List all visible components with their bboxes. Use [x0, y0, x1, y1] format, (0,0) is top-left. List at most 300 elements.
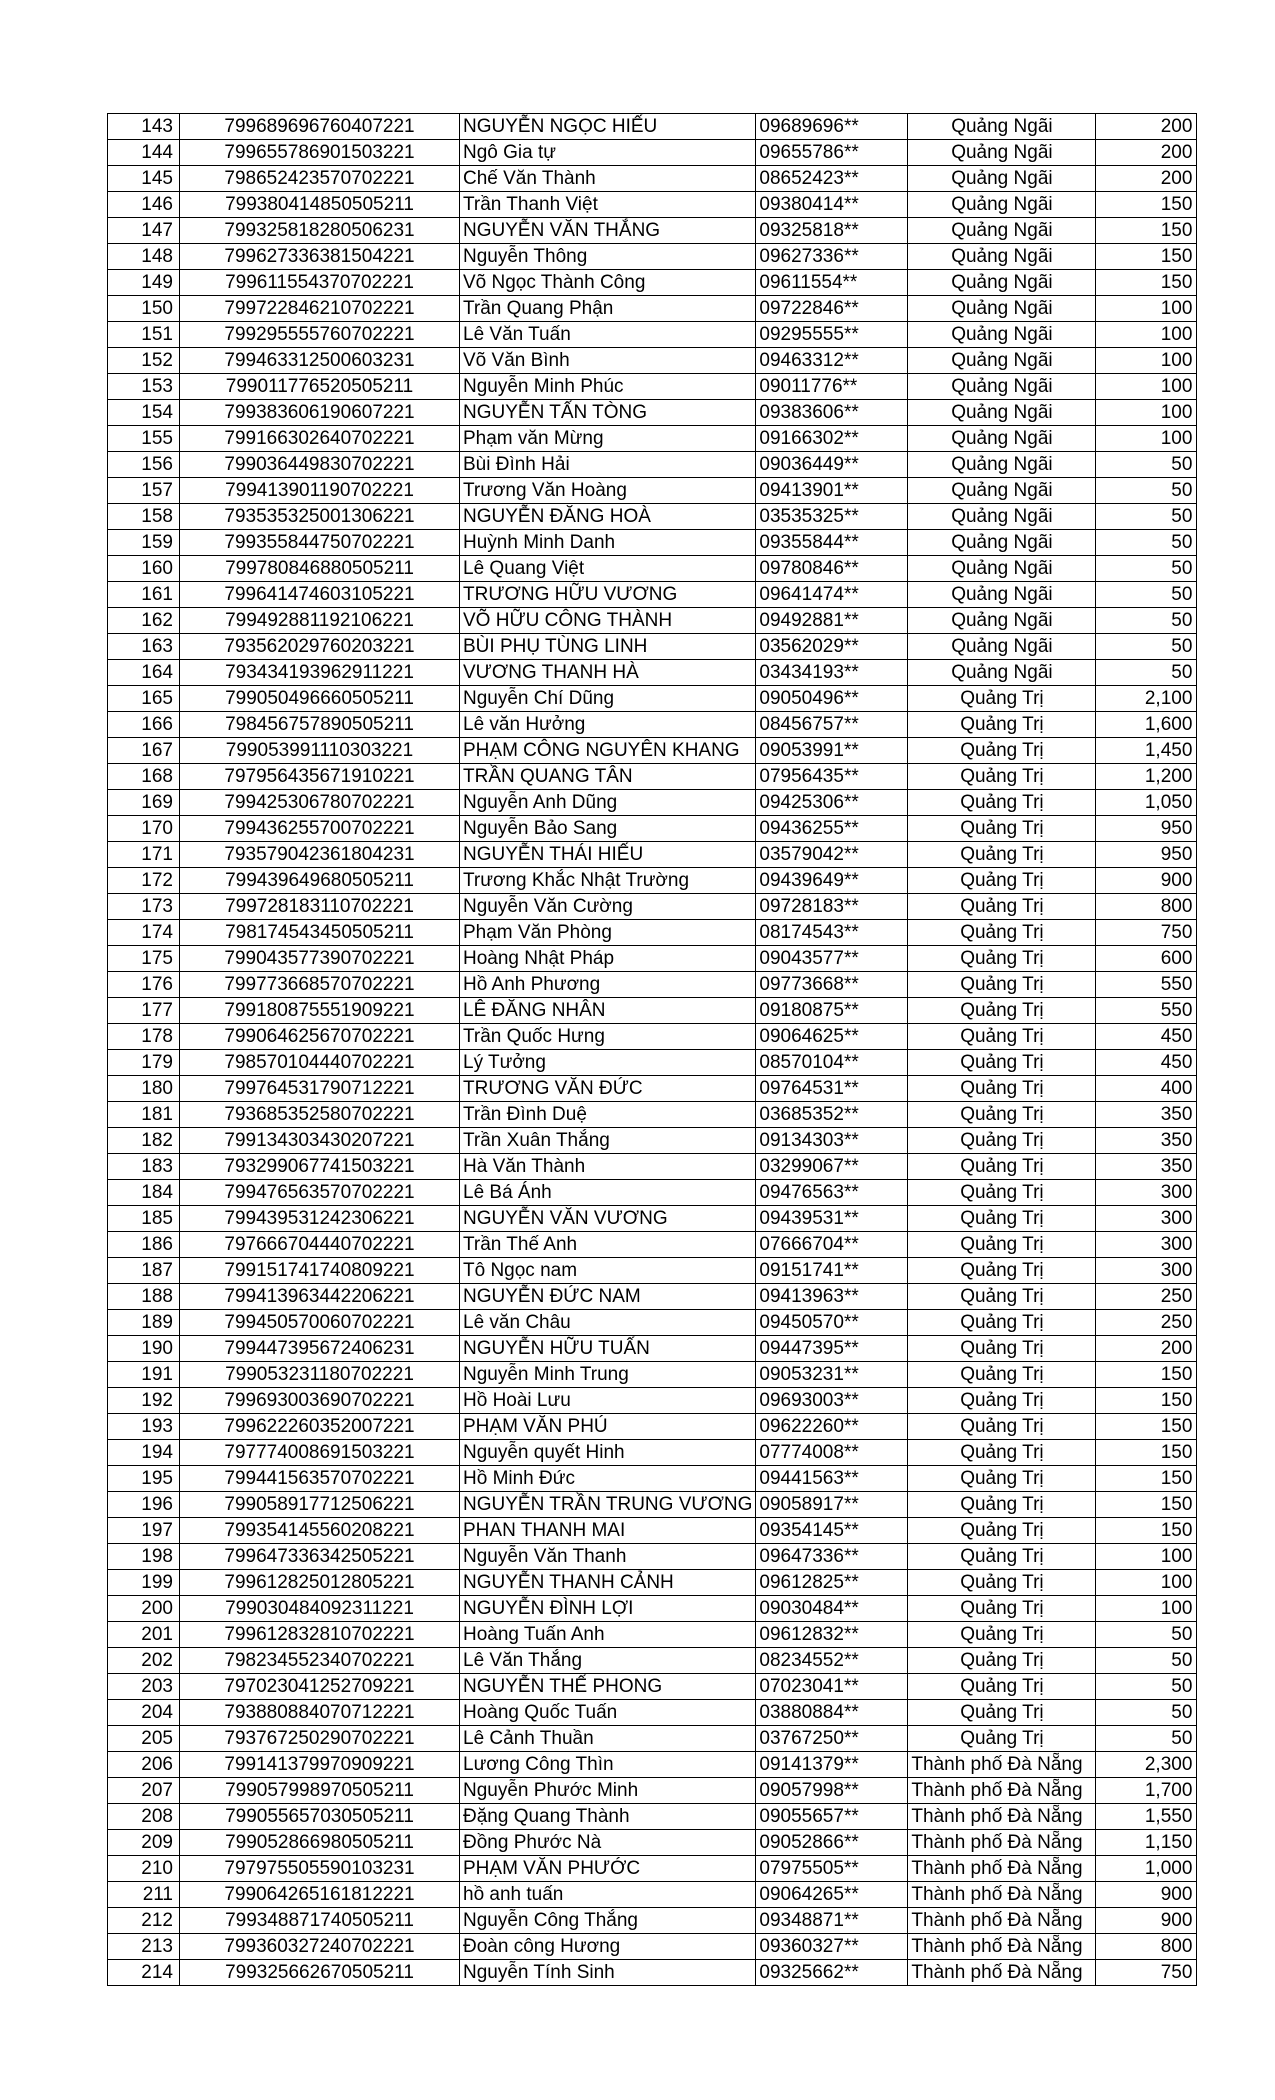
table-row	[108, 1440, 1197, 1466]
full-name-cell: NGUYỄN TẤN TÒNG	[460, 400, 756, 426]
table-row	[108, 1830, 1197, 1856]
phone-number-cell: 09055657**	[756, 1804, 908, 1830]
row-number-cell: 168	[108, 764, 180, 790]
phone-number-cell: 09052866**	[756, 1830, 908, 1856]
table-row	[108, 1856, 1197, 1882]
account-code-cell: 799036449830702221	[180, 452, 460, 478]
table-row	[108, 660, 1197, 686]
province-cell: Thành phố Đà Nẵng	[908, 1960, 1096, 1986]
row-number-cell: 143	[108, 114, 180, 140]
amount-cell: 600	[1096, 946, 1197, 972]
account-code-cell: 799064265161812221	[180, 1882, 460, 1908]
table-row	[108, 1648, 1197, 1674]
table-row	[108, 1778, 1197, 1804]
province-cell: Quảng Trị	[908, 1336, 1096, 1362]
amount-cell: 150	[1096, 1466, 1197, 1492]
row-number-cell: 179	[108, 1050, 180, 1076]
table-row	[108, 1674, 1197, 1700]
phone-number-cell: 09348871**	[756, 1908, 908, 1934]
table-row	[108, 998, 1197, 1024]
province-cell: Thành phố Đà Nẵng	[908, 1882, 1096, 1908]
phone-number-cell: 09053231**	[756, 1362, 908, 1388]
full-name-cell: NGUYỄN HỮU TUẤN	[460, 1336, 756, 1362]
phone-number-cell: 09360327**	[756, 1934, 908, 1960]
province-cell: Quảng Trị	[908, 1414, 1096, 1440]
row-number-cell: 154	[108, 400, 180, 426]
province-cell: Quảng Trị	[908, 1674, 1096, 1700]
province-cell: Quảng Ngãi	[908, 504, 1096, 530]
row-number-cell: 187	[108, 1258, 180, 1284]
province-cell: Quảng Trị	[908, 686, 1096, 712]
amount-cell: 100	[1096, 1596, 1197, 1622]
account-code-cell: 799011776520505211	[180, 374, 460, 400]
amount-cell: 350	[1096, 1154, 1197, 1180]
province-cell: Thành phố Đà Nẵng	[908, 1804, 1096, 1830]
full-name-cell: VƯƠNG THANH HÀ	[460, 660, 756, 686]
amount-cell: 1,000	[1096, 1856, 1197, 1882]
account-code-cell: 799166302640702221	[180, 426, 460, 452]
account-code-cell: 799689696760407221	[180, 114, 460, 140]
phone-number-cell: 09011776**	[756, 374, 908, 400]
account-code-cell: 799050496660505211	[180, 686, 460, 712]
amount-cell: 50	[1096, 452, 1197, 478]
phone-number-cell: 07666704**	[756, 1232, 908, 1258]
account-code-cell: 799425306780702221	[180, 790, 460, 816]
account-code-cell: 799141379970909221	[180, 1752, 460, 1778]
phone-number-cell: 09476563**	[756, 1180, 908, 1206]
province-cell: Quảng Trị	[908, 764, 1096, 790]
phone-number-cell: 09036449**	[756, 452, 908, 478]
phone-number-cell: 03434193**	[756, 660, 908, 686]
table-row	[108, 634, 1197, 660]
account-code-cell: 799612825012805221	[180, 1570, 460, 1596]
full-name-cell: TRƯƠNG HỮU VƯƠNG	[460, 582, 756, 608]
account-code-cell: 797774008691503221	[180, 1440, 460, 1466]
table-row	[108, 1752, 1197, 1778]
province-cell: Quảng Trị	[908, 712, 1096, 738]
full-name-cell: NGUYỄN ĐỨC NAM	[460, 1284, 756, 1310]
phone-number-cell: 09439531**	[756, 1206, 908, 1232]
full-name-cell: PHẠM CÔNG NGUYÊN KHANG	[460, 738, 756, 764]
province-cell: Quảng Trị	[908, 1258, 1096, 1284]
amount-cell: 150	[1096, 270, 1197, 296]
full-name-cell: NGUYỄN VĂN THẮNG	[460, 218, 756, 244]
amount-cell: 50	[1096, 530, 1197, 556]
table-row	[108, 1206, 1197, 1232]
phone-number-cell: 09295555**	[756, 322, 908, 348]
table-row	[108, 686, 1197, 712]
full-name-cell: PHẠM VĂN PHƯỚC	[460, 1856, 756, 1882]
table-row	[108, 1076, 1197, 1102]
phone-number-cell: 09413901**	[756, 478, 908, 504]
full-name-cell: PHAN THANH MAI	[460, 1518, 756, 1544]
amount-cell: 550	[1096, 998, 1197, 1024]
account-code-cell: 793685352580702221	[180, 1102, 460, 1128]
full-name-cell: Đồng Phước Nà	[460, 1830, 756, 1856]
account-code-cell: 793562029760203221	[180, 634, 460, 660]
table-row	[108, 1882, 1197, 1908]
table-row	[108, 946, 1197, 972]
account-code-cell: 799058917712506221	[180, 1492, 460, 1518]
account-code-cell: 793434193962911221	[180, 660, 460, 686]
full-name-cell: NGUYỄN THẾ PHONG	[460, 1674, 756, 1700]
province-cell: Quảng Ngãi	[908, 400, 1096, 426]
row-number-cell: 156	[108, 452, 180, 478]
full-name-cell: Nguyễn Văn Cường	[460, 894, 756, 920]
province-cell: Quảng Ngãi	[908, 556, 1096, 582]
amount-cell: 200	[1096, 114, 1197, 140]
phone-number-cell: 09057998**	[756, 1778, 908, 1804]
province-cell: Thành phố Đà Nẵng	[908, 1934, 1096, 1960]
province-cell: Quảng Trị	[908, 1102, 1096, 1128]
province-cell: Thành phố Đà Nẵng	[908, 1778, 1096, 1804]
row-number-cell: 178	[108, 1024, 180, 1050]
phone-number-cell: 08456757**	[756, 712, 908, 738]
row-number-cell: 196	[108, 1492, 180, 1518]
phone-number-cell: 09030484**	[756, 1596, 908, 1622]
amount-cell: 50	[1096, 504, 1197, 530]
phone-number-cell: 09383606**	[756, 400, 908, 426]
phone-number-cell: 09413963**	[756, 1284, 908, 1310]
account-code-cell: 799773668570702221	[180, 972, 460, 998]
amount-cell: 150	[1096, 1440, 1197, 1466]
account-code-cell: 799622260352007221	[180, 1414, 460, 1440]
phone-number-cell: 09641474**	[756, 582, 908, 608]
table-row	[108, 1362, 1197, 1388]
full-name-cell: hồ anh tuấn	[460, 1882, 756, 1908]
table-row	[108, 244, 1197, 270]
full-name-cell: Trương Văn Hoàng	[460, 478, 756, 504]
phone-number-cell: 09647336**	[756, 1544, 908, 1570]
phone-number-cell: 09436255**	[756, 816, 908, 842]
phone-number-cell: 09655786**	[756, 140, 908, 166]
table-row	[108, 374, 1197, 400]
account-code-cell: 793880884070712221	[180, 1700, 460, 1726]
row-number-cell: 214	[108, 1960, 180, 1986]
row-number-cell: 166	[108, 712, 180, 738]
row-number-cell: 169	[108, 790, 180, 816]
row-number-cell: 201	[108, 1622, 180, 1648]
table-row	[108, 478, 1197, 504]
province-cell: Quảng Ngãi	[908, 478, 1096, 504]
amount-cell: 1,450	[1096, 738, 1197, 764]
province-cell: Quảng Trị	[908, 842, 1096, 868]
province-cell: Quảng Trị	[908, 1440, 1096, 1466]
full-name-cell: Phạm Văn Phòng	[460, 920, 756, 946]
account-code-cell: 799055657030505211	[180, 1804, 460, 1830]
table-row	[108, 1180, 1197, 1206]
account-code-cell: 799413963442206221	[180, 1284, 460, 1310]
full-name-cell: NGUYỄN ĐÌNH LỢI	[460, 1596, 756, 1622]
province-cell: Quảng Trị	[908, 1284, 1096, 1310]
table-row	[108, 764, 1197, 790]
row-number-cell: 158	[108, 504, 180, 530]
amount-cell: 50	[1096, 1648, 1197, 1674]
table-row	[108, 322, 1197, 348]
province-cell: Quảng Trị	[908, 1362, 1096, 1388]
full-name-cell: Hồ Hoài Lưu	[460, 1388, 756, 1414]
province-cell: Quảng Trị	[908, 1466, 1096, 1492]
table-row	[108, 140, 1197, 166]
full-name-cell: Hoàng Tuấn Anh	[460, 1622, 756, 1648]
province-cell: Quảng Trị	[908, 972, 1096, 998]
amount-cell: 400	[1096, 1076, 1197, 1102]
province-cell: Quảng Ngãi	[908, 660, 1096, 686]
amount-cell: 150	[1096, 244, 1197, 270]
amount-cell: 2,100	[1096, 686, 1197, 712]
account-code-cell: 799641474603105221	[180, 582, 460, 608]
row-number-cell: 199	[108, 1570, 180, 1596]
amount-cell: 100	[1096, 1570, 1197, 1596]
row-number-cell: 192	[108, 1388, 180, 1414]
table-row	[108, 452, 1197, 478]
amount-cell: 50	[1096, 660, 1197, 686]
table-row	[108, 1570, 1197, 1596]
table-row	[108, 1102, 1197, 1128]
table-row	[108, 1804, 1197, 1830]
full-name-cell: NGUYỄN THANH CẢNH	[460, 1570, 756, 1596]
table-row	[108, 1388, 1197, 1414]
account-code-cell: 799355844750702221	[180, 530, 460, 556]
amount-cell: 50	[1096, 1622, 1197, 1648]
row-number-cell: 194	[108, 1440, 180, 1466]
account-code-cell: 797666704440702221	[180, 1232, 460, 1258]
phone-number-cell: 03562029**	[756, 634, 908, 660]
row-number-cell: 157	[108, 478, 180, 504]
account-code-cell: 797023041252709221	[180, 1674, 460, 1700]
amount-cell: 750	[1096, 920, 1197, 946]
amount-cell: 300	[1096, 1232, 1197, 1258]
row-number-cell: 172	[108, 868, 180, 894]
account-code-cell: 799151741740809221	[180, 1258, 460, 1284]
phone-number-cell: 09064265**	[756, 1882, 908, 1908]
amount-cell: 950	[1096, 842, 1197, 868]
row-number-cell: 206	[108, 1752, 180, 1778]
table-row	[108, 1414, 1197, 1440]
table-row	[108, 192, 1197, 218]
row-number-cell: 182	[108, 1128, 180, 1154]
province-cell: Quảng Trị	[908, 1050, 1096, 1076]
full-name-cell: NGUYỄN THÁI HIẾU	[460, 842, 756, 868]
row-number-cell: 186	[108, 1232, 180, 1258]
account-code-cell: 799463312500603231	[180, 348, 460, 374]
full-name-cell: NGUYỄN TRẦN TRUNG VƯƠNG	[460, 1492, 756, 1518]
account-code-cell: 799450570060702221	[180, 1310, 460, 1336]
amount-cell: 950	[1096, 816, 1197, 842]
row-number-cell: 165	[108, 686, 180, 712]
table-row	[108, 1310, 1197, 1336]
amount-cell: 1,550	[1096, 1804, 1197, 1830]
row-number-cell: 155	[108, 426, 180, 452]
row-number-cell: 205	[108, 1726, 180, 1752]
amount-cell: 800	[1096, 1934, 1197, 1960]
province-cell: Quảng Trị	[908, 1388, 1096, 1414]
province-cell: Thành phố Đà Nẵng	[908, 1752, 1096, 1778]
row-number-cell: 185	[108, 1206, 180, 1232]
row-number-cell: 183	[108, 1154, 180, 1180]
row-number-cell: 175	[108, 946, 180, 972]
province-cell: Quảng Trị	[908, 1726, 1096, 1752]
province-cell: Quảng Trị	[908, 1622, 1096, 1648]
row-number-cell: 195	[108, 1466, 180, 1492]
row-number-cell: 198	[108, 1544, 180, 1570]
province-cell: Quảng Ngãi	[908, 114, 1096, 140]
table-row	[108, 1466, 1197, 1492]
full-name-cell: Lê Văn Tuấn	[460, 322, 756, 348]
full-name-cell: Nguyễn quyết Hinh	[460, 1440, 756, 1466]
data-table	[107, 113, 1197, 1986]
phone-number-cell: 09043577**	[756, 946, 908, 972]
table-row	[108, 1024, 1197, 1050]
phone-number-cell: 07023041**	[756, 1674, 908, 1700]
table-row	[108, 1960, 1197, 1986]
account-code-cell: 798570104440702221	[180, 1050, 460, 1076]
province-cell: Quảng Trị	[908, 946, 1096, 972]
row-number-cell: 174	[108, 920, 180, 946]
full-name-cell: Nguyễn Bảo Sang	[460, 816, 756, 842]
province-cell: Quảng Ngãi	[908, 322, 1096, 348]
row-number-cell: 171	[108, 842, 180, 868]
table-row	[108, 1700, 1197, 1726]
full-name-cell: Trần Đình Duệ	[460, 1102, 756, 1128]
amount-cell: 200	[1096, 1336, 1197, 1362]
account-code-cell: 799057998970505211	[180, 1778, 460, 1804]
phone-number-cell: 09425306**	[756, 790, 908, 816]
full-name-cell: Lê Cảnh Thuần	[460, 1726, 756, 1752]
table-row	[108, 1622, 1197, 1648]
amount-cell: 50	[1096, 478, 1197, 504]
amount-cell: 50	[1096, 582, 1197, 608]
row-number-cell: 164	[108, 660, 180, 686]
table-row	[108, 400, 1197, 426]
full-name-cell: NGUYỄN NGỌC HIẾU	[460, 114, 756, 140]
amount-cell: 900	[1096, 1908, 1197, 1934]
account-code-cell: 799492881192106221	[180, 608, 460, 634]
full-name-cell: Phạm văn Mừng	[460, 426, 756, 452]
account-code-cell: 799612832810702221	[180, 1622, 460, 1648]
phone-number-cell: 03535325**	[756, 504, 908, 530]
phone-number-cell: 08174543**	[756, 920, 908, 946]
row-number-cell: 211	[108, 1882, 180, 1908]
province-cell: Quảng Ngãi	[908, 374, 1096, 400]
account-code-cell: 798174543450505211	[180, 920, 460, 946]
amount-cell: 100	[1096, 374, 1197, 400]
province-cell: Quảng Ngãi	[908, 218, 1096, 244]
province-cell: Quảng Ngãi	[908, 348, 1096, 374]
phone-number-cell: 09622260**	[756, 1414, 908, 1440]
amount-cell: 100	[1096, 296, 1197, 322]
phone-number-cell: 07975505**	[756, 1856, 908, 1882]
amount-cell: 300	[1096, 1180, 1197, 1206]
phone-number-cell: 09380414**	[756, 192, 908, 218]
full-name-cell: Nguyễn Phước Minh	[460, 1778, 756, 1804]
province-cell: Quảng Ngãi	[908, 140, 1096, 166]
amount-cell: 150	[1096, 1388, 1197, 1414]
row-number-cell: 191	[108, 1362, 180, 1388]
full-name-cell: Lê Quang Việt	[460, 556, 756, 582]
account-code-cell: 799655786901503221	[180, 140, 460, 166]
phone-number-cell: 09050496**	[756, 686, 908, 712]
account-code-cell: 799693003690702221	[180, 1388, 460, 1414]
phone-number-cell: 03685352**	[756, 1102, 908, 1128]
table-row	[108, 816, 1197, 842]
account-code-cell: 799647336342505221	[180, 1544, 460, 1570]
province-cell: Quảng Trị	[908, 1076, 1096, 1102]
full-name-cell: TRƯƠNG VĂN ĐỨC	[460, 1076, 756, 1102]
account-code-cell: 799380414850505211	[180, 192, 460, 218]
account-code-cell: 799476563570702221	[180, 1180, 460, 1206]
full-name-cell: Võ Ngọc Thành Công	[460, 270, 756, 296]
table-row	[108, 530, 1197, 556]
phone-number-cell: 08652423**	[756, 166, 908, 192]
account-code-cell: 799064625670702221	[180, 1024, 460, 1050]
row-number-cell: 145	[108, 166, 180, 192]
province-cell: Quảng Trị	[908, 1570, 1096, 1596]
province-cell: Thành phố Đà Nẵng	[908, 1908, 1096, 1934]
table-row	[108, 166, 1197, 192]
phone-number-cell: 09141379**	[756, 1752, 908, 1778]
province-cell: Thành phố Đà Nẵng	[908, 1830, 1096, 1856]
province-cell: Quảng Ngãi	[908, 452, 1096, 478]
row-number-cell: 203	[108, 1674, 180, 1700]
province-cell: Quảng Trị	[908, 1180, 1096, 1206]
province-cell: Quảng Trị	[908, 738, 1096, 764]
account-code-cell: 799447395672406231	[180, 1336, 460, 1362]
account-code-cell: 799439649680505211	[180, 868, 460, 894]
account-code-cell: 798234552340702221	[180, 1648, 460, 1674]
account-code-cell: 799383606190607221	[180, 400, 460, 426]
account-code-cell: 799053991110303221	[180, 738, 460, 764]
phone-number-cell: 09612832**	[756, 1622, 908, 1648]
full-name-cell: Lê Bá Ánh	[460, 1180, 756, 1206]
full-name-cell: Trần Thanh Việt	[460, 192, 756, 218]
table-row	[108, 1544, 1197, 1570]
full-name-cell: Trần Quốc Hưng	[460, 1024, 756, 1050]
row-number-cell: 204	[108, 1700, 180, 1726]
full-name-cell: Trần Quang Phận	[460, 296, 756, 322]
full-name-cell: Nguyễn Văn Thanh	[460, 1544, 756, 1570]
row-number-cell: 189	[108, 1310, 180, 1336]
amount-cell: 450	[1096, 1050, 1197, 1076]
row-number-cell: 176	[108, 972, 180, 998]
province-cell: Quảng Ngãi	[908, 608, 1096, 634]
row-number-cell: 170	[108, 816, 180, 842]
phone-number-cell: 09780846**	[756, 556, 908, 582]
phone-number-cell: 09612825**	[756, 1570, 908, 1596]
account-code-cell: 799439531242306221	[180, 1206, 460, 1232]
account-code-cell: 799295555760702221	[180, 322, 460, 348]
phone-number-cell: 09064625**	[756, 1024, 908, 1050]
table-row	[108, 1154, 1197, 1180]
table-row	[108, 1128, 1197, 1154]
amount-cell: 350	[1096, 1102, 1197, 1128]
province-cell: Quảng Trị	[908, 1024, 1096, 1050]
province-cell: Quảng Trị	[908, 816, 1096, 842]
full-name-cell: Hồ Anh Phương	[460, 972, 756, 998]
province-cell: Quảng Trị	[908, 920, 1096, 946]
full-name-cell: Võ Văn Bình	[460, 348, 756, 374]
province-cell: Quảng Ngãi	[908, 426, 1096, 452]
full-name-cell: Nguyễn Tính Sinh	[460, 1960, 756, 1986]
row-number-cell: 144	[108, 140, 180, 166]
amount-cell: 50	[1096, 1726, 1197, 1752]
full-name-cell: Hoàng Nhật Pháp	[460, 946, 756, 972]
phone-number-cell: 07774008**	[756, 1440, 908, 1466]
row-number-cell: 162	[108, 608, 180, 634]
account-code-cell: 797975505590103231	[180, 1856, 460, 1882]
account-code-cell: 799441563570702221	[180, 1466, 460, 1492]
full-name-cell: VÕ HỮU CÔNG THÀNH	[460, 608, 756, 634]
